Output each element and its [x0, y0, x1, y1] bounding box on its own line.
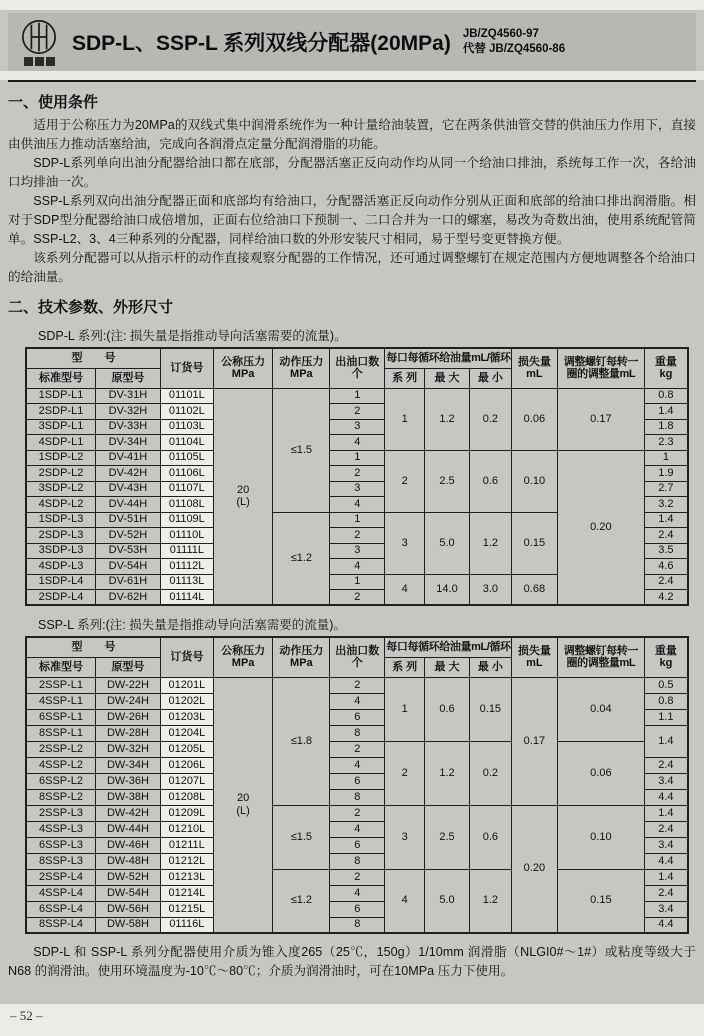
std-model-cell: 4SSP-L1 — [26, 693, 96, 709]
orig-model-cell: DW-32H — [96, 741, 161, 757]
loss-cell: 0.17 — [511, 677, 557, 805]
outlet-count-cell: 3 — [330, 481, 385, 497]
weight-cell: 2.4 — [644, 528, 688, 544]
table-row — [26, 741, 688, 757]
orig-model-cell: DW-46H — [96, 837, 161, 853]
standard-codes — [463, 27, 565, 57]
min-flow-cell: 1.2 — [470, 512, 512, 574]
order-no-cell: 01208L — [160, 789, 213, 805]
outlet-count-cell: 4 — [330, 885, 385, 901]
weight-cell: 1 — [644, 450, 688, 466]
outlet-count-cell: 2 — [330, 869, 385, 885]
std-model-cell: 4SDP-L3 — [26, 559, 96, 575]
series-cell: 2 — [385, 450, 425, 512]
std-model-cell: 2SDP-L1 — [26, 404, 96, 420]
std-model-cell: 8SSP-L4 — [26, 917, 96, 933]
outlet-count-cell: 6 — [330, 837, 385, 853]
max-flow-cell: 2.5 — [424, 450, 469, 512]
weight-cell: 1.4 — [644, 869, 688, 885]
min-flow-cell: 0.2 — [470, 741, 512, 805]
loss-cell: 0.06 — [511, 388, 557, 450]
min-header: 最 小 — [470, 368, 512, 388]
loss-cell: 0.15 — [511, 512, 557, 574]
std-model-cell: 3SDP-L1 — [26, 419, 96, 435]
adjust-cell: 0.10 — [558, 805, 645, 869]
page-title: SDP-L、SSP-L 系列双线分配器(20MPa) — [72, 32, 451, 55]
order-no-cell: 01103L — [160, 419, 213, 435]
min-flow-cell: 1.2 — [470, 869, 512, 933]
orig-model-cell: DW-56H — [96, 901, 161, 917]
outlet-count-cell: 1 — [330, 512, 385, 528]
order-no-cell: 01205L — [160, 741, 213, 757]
weight-cell: 1.4 — [644, 404, 688, 420]
logo-caption — [24, 57, 55, 66]
weight-cell: 2.3 — [644, 435, 688, 451]
outlet-count-cell: 2 — [330, 741, 385, 757]
action-pressure-cell: ≤1.5 — [273, 805, 330, 869]
sdp-note: SDP-L 系列:(注: 损失量是指推动导向活塞需要的流量)。 — [38, 329, 347, 343]
order-no-cell: 01101L — [160, 388, 213, 404]
paragraph-3: SSP-L系列双向出油分配器正面和底部均有给油口，分配器活塞正反向动作分别从正面和底部的给油口排出润滑脂。相对于SDP型分配器给油口成倍增加，正面右位给油口下预制一、二口合并为一口的螺塞，易改为奇数出油，使用系统配管简单。SSP-L2、3、4三种系列的分配器，同样给油口数的外形安装尺寸相同，易于型号变更替换方便。 — [8, 194, 696, 246]
max-flow-cell: 0.6 — [424, 677, 469, 741]
std-model-cell: 4SSP-L3 — [26, 821, 96, 837]
orig-model-cell: DW-54H — [96, 885, 161, 901]
orig-model-cell: DV-42H — [96, 466, 161, 482]
orig-model-cell: DV-53H — [96, 543, 161, 559]
loss-cell: 0.68 — [511, 574, 557, 605]
series-cell: 1 — [385, 677, 425, 741]
weight-cell: 0.8 — [644, 388, 688, 404]
order-no-cell: 01212L — [160, 853, 213, 869]
paragraph-4: 该系列分配器可以从指示杆的动作直接观察分配器的工作情况，还可通过调整螺钉在规定范围内方便地调整各个给油口的给油量。 — [8, 251, 696, 284]
orig-model-cell: DW-26H — [96, 709, 161, 725]
std-model-cell: 1SDP-L2 — [26, 450, 96, 466]
std-model-cell: 1SDP-L4 — [26, 574, 96, 590]
min-flow-cell: 3.0 — [470, 574, 512, 605]
outlet-count-cell: 4 — [330, 757, 385, 773]
orig-model-header: 原型号 — [96, 657, 161, 677]
nominal-pressure-header: 公称压力 MPa — [213, 637, 273, 677]
orig-model-cell: DV-54H — [96, 559, 161, 575]
sdp-table — [25, 347, 689, 606]
std-model-cell: 8SSP-L2 — [26, 789, 96, 805]
loss-cell: 0.20 — [511, 805, 557, 933]
nominal-pressure-header: 公称压力 MPa — [213, 348, 273, 388]
weight-cell: 4.2 — [644, 590, 688, 606]
paragraph-2: SDP-L系列单向出油分配器给油口都在底部，分配器活塞正反向动作均从同一个给油口排油，系统每工作一次，各给油口均排油一次。 — [8, 156, 696, 189]
weight-cell: 2.4 — [644, 821, 688, 837]
weight-header: 重量 kg — [644, 348, 688, 388]
std-model-cell: 2SDP-L3 — [26, 528, 96, 544]
series-cell: 3 — [385, 512, 425, 574]
order-no-cell: 01107L — [160, 481, 213, 497]
std-model-cell: 4SDP-L1 — [26, 435, 96, 451]
orig-model-cell: DV-43H — [96, 481, 161, 497]
order-no-cell: 01206L — [160, 757, 213, 773]
std-model-cell: 2SSP-L2 — [26, 741, 96, 757]
adjust-cell: 0.20 — [558, 450, 645, 605]
order-no-cell: 01105L — [160, 450, 213, 466]
series-cell: 4 — [385, 574, 425, 605]
order-no-header: 订货号 — [160, 637, 213, 677]
outlet-count-cell: 4 — [330, 559, 385, 575]
nominal-pressure-cell: 20 (L) — [213, 677, 273, 933]
order-no-cell: 01106L — [160, 466, 213, 482]
nominal-pressure-cell: 20 (L) — [213, 388, 273, 605]
weight-cell: 1.8 — [644, 419, 688, 435]
orig-model-cell: DW-42H — [96, 805, 161, 821]
section-2-heading: 二、技术参数、外形尺寸 — [8, 299, 174, 316]
page-number: – 52 – — [10, 1008, 43, 1023]
std-model-cell: 6SSP-L4 — [26, 901, 96, 917]
weight-cell: 3.5 — [644, 543, 688, 559]
order-no-cell: 01211L — [160, 837, 213, 853]
order-no-header: 订货号 — [160, 348, 213, 388]
weight-cell: 1.4 — [644, 512, 688, 528]
outlet-count-cell: 2 — [330, 590, 385, 606]
max-header: 最 大 — [424, 657, 469, 677]
outlet-count-cell: 4 — [330, 821, 385, 837]
model-header: 型 号 — [26, 637, 160, 657]
std-model-cell: 3SDP-L3 — [26, 543, 96, 559]
order-no-cell: 01110L — [160, 528, 213, 544]
header-separator — [0, 71, 704, 80]
orig-model-cell: DV-44H — [96, 497, 161, 513]
outlet-count-header: 出油口数 个 — [330, 348, 385, 388]
outlet-count-cell: 1 — [330, 574, 385, 590]
series-header: 系 列 — [385, 368, 425, 388]
orig-model-cell: DV-61H — [96, 574, 161, 590]
orig-model-cell: DV-41H — [96, 450, 161, 466]
weight-cell: 0.5 — [644, 677, 688, 693]
outlet-count-cell: 8 — [330, 789, 385, 805]
company-logo-icon — [20, 18, 58, 56]
outlet-count-cell: 8 — [330, 725, 385, 741]
action-pressure-header: 动作压力 MPa — [273, 348, 330, 388]
orig-model-cell: DW-52H — [96, 869, 161, 885]
order-no-cell: 01109L — [160, 512, 213, 528]
std-model-cell: 4SDP-L2 — [26, 497, 96, 513]
orig-model-cell: DW-48H — [96, 853, 161, 869]
page-header — [8, 13, 696, 71]
order-no-cell: 01112L — [160, 559, 213, 575]
action-pressure-cell: ≤1.2 — [273, 512, 330, 605]
std-model-cell: 8SSP-L3 — [26, 853, 96, 869]
order-no-cell: 01111L — [160, 543, 213, 559]
max-flow-cell: 5.0 — [424, 512, 469, 574]
orig-model-header: 原型号 — [96, 368, 161, 388]
weight-cell: 1.4 — [644, 725, 688, 757]
weight-cell: 1.1 — [644, 709, 688, 725]
std-model-cell: 1SDP-L3 — [26, 512, 96, 528]
min-flow-cell: 0.6 — [470, 450, 512, 512]
order-no-cell: 01202L — [160, 693, 213, 709]
order-no-cell: 01104L — [160, 435, 213, 451]
orig-model-cell: DV-31H — [96, 388, 161, 404]
orig-model-cell: DW-28H — [96, 725, 161, 741]
order-no-cell: 01207L — [160, 773, 213, 789]
scanned-page — [0, 10, 704, 1004]
order-no-cell: 01102L — [160, 404, 213, 420]
adjust-cell: 0.06 — [558, 741, 645, 805]
footnote: SDP-L 和 SSP-L 系列分配器使用介质为锥入度265（25℃，150g）1/10mm 润滑脂（NLGI0#～1#）或粘度等级大于N68 的润滑油。使用环境温度为-10℃～80℃；介质为润滑油时，可在10MPa 压力下使用。 — [8, 945, 696, 978]
table-row — [26, 869, 688, 885]
series-cell: 2 — [385, 741, 425, 805]
series-cell: 3 — [385, 805, 425, 869]
orig-model-cell: DV-32H — [96, 404, 161, 420]
order-no-cell: 01201L — [160, 677, 213, 693]
series-cell: 1 — [385, 388, 425, 450]
std-model-cell: 3SDP-L2 — [26, 481, 96, 497]
outlet-count-cell: 6 — [330, 773, 385, 789]
order-no-cell: 01210L — [160, 821, 213, 837]
adjust-cell: 0.04 — [558, 677, 645, 741]
loss-cell: 0.10 — [511, 450, 557, 512]
standard-code-old: 代替 JB/ZQ4560-86 — [462, 43, 566, 55]
std-model-cell: 6SSP-L3 — [26, 837, 96, 853]
orig-model-cell: DW-34H — [96, 757, 161, 773]
orig-model-cell: DW-36H — [96, 773, 161, 789]
order-no-cell: 01215L — [160, 901, 213, 917]
order-no-cell: 01203L — [160, 709, 213, 725]
per-cycle-header: 每口每循环给油量mL/循环 — [385, 348, 511, 368]
adjust-cell: 0.17 — [558, 388, 645, 450]
model-header: 型 号 — [26, 348, 160, 368]
loss-header: 损失量 mL — [511, 637, 557, 677]
std-model-cell: 6SSP-L1 — [26, 709, 96, 725]
orig-model-cell: DW-58H — [96, 917, 161, 933]
std-model-cell: 6SSP-L2 — [26, 773, 96, 789]
max-flow-cell: 14.0 — [424, 574, 469, 605]
outlet-count-cell: 2 — [330, 805, 385, 821]
loss-header: 损失量 mL — [511, 348, 557, 388]
order-no-cell: 01214L — [160, 885, 213, 901]
outlet-count-cell: 1 — [330, 388, 385, 404]
order-no-cell: 01108L — [160, 497, 213, 513]
outlet-count-cell: 6 — [330, 901, 385, 917]
weight-cell: 2.4 — [644, 885, 688, 901]
weight-header: 重量 kg — [644, 637, 688, 677]
adjust-cell: 0.15 — [558, 869, 645, 933]
min-flow-cell: 0.2 — [470, 388, 512, 450]
weight-cell: 3.2 — [644, 497, 688, 513]
std-model-header: 标准型号 — [26, 657, 96, 677]
weight-cell: 4.4 — [644, 789, 688, 805]
orig-model-cell: DV-62H — [96, 590, 161, 606]
series-cell: 4 — [385, 869, 425, 933]
weight-cell: 2.4 — [644, 574, 688, 590]
std-model-cell: 2SDP-L2 — [26, 466, 96, 482]
table-row — [26, 450, 688, 466]
outlet-count-cell: 3 — [330, 419, 385, 435]
orig-model-cell: DW-22H — [96, 677, 161, 693]
std-model-cell: 4SSP-L2 — [26, 757, 96, 773]
orig-model-cell: DV-51H — [96, 512, 161, 528]
outlet-count-cell: 4 — [330, 497, 385, 513]
action-pressure-cell: ≤1.8 — [273, 677, 330, 805]
weight-cell: 2.4 — [644, 757, 688, 773]
paragraph-1: 适用于公称压力为20MPa的双线式集中润滑系统作为一种计量给油装置，它在两条供油管交替的供油压力作用下，直接由供油压力推动活塞给油，完成向各润滑点定量分配润滑脂的功能。 — [8, 118, 696, 151]
outlet-count-cell: 1 — [330, 450, 385, 466]
section-1-heading: 一、使用条件 — [8, 94, 99, 111]
weight-cell: 4.4 — [644, 917, 688, 933]
outlet-count-header: 出油口数 个 — [330, 637, 385, 677]
max-flow-cell: 1.2 — [424, 741, 469, 805]
outlet-count-cell: 6 — [330, 709, 385, 725]
divider — [8, 80, 696, 82]
orig-model-cell: DV-52H — [96, 528, 161, 544]
orig-model-cell: DW-44H — [96, 821, 161, 837]
weight-cell: 3.4 — [644, 837, 688, 853]
weight-cell: 0.8 — [644, 693, 688, 709]
weight-cell: 3.4 — [644, 901, 688, 917]
table-row — [26, 388, 688, 404]
orig-model-cell: DW-24H — [96, 693, 161, 709]
table-row — [26, 677, 688, 693]
outlet-count-cell: 8 — [330, 853, 385, 869]
weight-cell: 4.6 — [644, 559, 688, 575]
adjust-header: 调整螺钉每转一 圈的调整量mL — [558, 637, 645, 677]
std-model-cell: 2SSP-L1 — [26, 677, 96, 693]
series-header: 系 列 — [385, 657, 425, 677]
std-model-cell: 4SSP-L4 — [26, 885, 96, 901]
company-logo — [18, 18, 60, 66]
adjust-header: 调整螺钉每转一 圈的调整量mL — [558, 348, 645, 388]
weight-cell: 4.4 — [644, 853, 688, 869]
orig-model-cell: DW-38H — [96, 789, 161, 805]
max-flow-cell: 1.2 — [424, 388, 469, 450]
max-header: 最 大 — [424, 368, 469, 388]
std-model-cell: 2SSP-L4 — [26, 869, 96, 885]
std-model-header: 标准型号 — [26, 368, 96, 388]
order-no-cell: 01116L — [160, 917, 213, 933]
ssp-note: SSP-L 系列:(注: 损失量是指推动导向活塞需要的流量)。 — [38, 618, 346, 632]
outlet-count-cell: 2 — [330, 404, 385, 420]
order-no-cell: 01113L — [160, 574, 213, 590]
order-no-cell: 01213L — [160, 869, 213, 885]
min-header: 最 小 — [470, 657, 512, 677]
header-row — [26, 637, 688, 657]
weight-cell: 1.9 — [644, 466, 688, 482]
action-pressure-cell: ≤1.5 — [273, 388, 330, 512]
orig-model-cell: DV-34H — [96, 435, 161, 451]
ssp-table — [25, 636, 689, 934]
action-pressure-header: 动作压力 MPa — [273, 637, 330, 677]
outlet-count-cell: 4 — [330, 693, 385, 709]
order-no-cell: 01209L — [160, 805, 213, 821]
weight-cell: 1.4 — [644, 805, 688, 821]
weight-cell: 2.7 — [644, 481, 688, 497]
order-no-cell: 01114L — [160, 590, 213, 606]
table-row — [26, 805, 688, 821]
std-model-cell: 2SSP-L3 — [26, 805, 96, 821]
std-model-cell: 8SSP-L1 — [26, 725, 96, 741]
max-flow-cell: 2.5 — [424, 805, 469, 869]
outlet-count-cell: 4 — [330, 435, 385, 451]
orig-model-cell: DV-33H — [96, 419, 161, 435]
outlet-count-cell: 3 — [330, 543, 385, 559]
order-no-cell: 01204L — [160, 725, 213, 741]
action-pressure-cell: ≤1.2 — [273, 869, 330, 933]
standard-code-new: JB/ZQ4560-97 — [462, 28, 539, 41]
std-model-cell: 2SDP-L4 — [26, 590, 96, 606]
per-cycle-header: 每口每循环给油量mL/循环 — [385, 637, 511, 657]
outlet-count-cell: 2 — [330, 528, 385, 544]
min-flow-cell: 0.6 — [470, 805, 512, 869]
weight-cell: 3.4 — [644, 773, 688, 789]
outlet-count-cell: 8 — [330, 917, 385, 933]
header-row — [26, 348, 688, 368]
max-flow-cell: 5.0 — [424, 869, 469, 933]
std-model-cell: 1SDP-L1 — [26, 388, 96, 404]
min-flow-cell: 0.15 — [470, 677, 512, 741]
outlet-count-cell: 2 — [330, 466, 385, 482]
outlet-count-cell: 2 — [330, 677, 385, 693]
